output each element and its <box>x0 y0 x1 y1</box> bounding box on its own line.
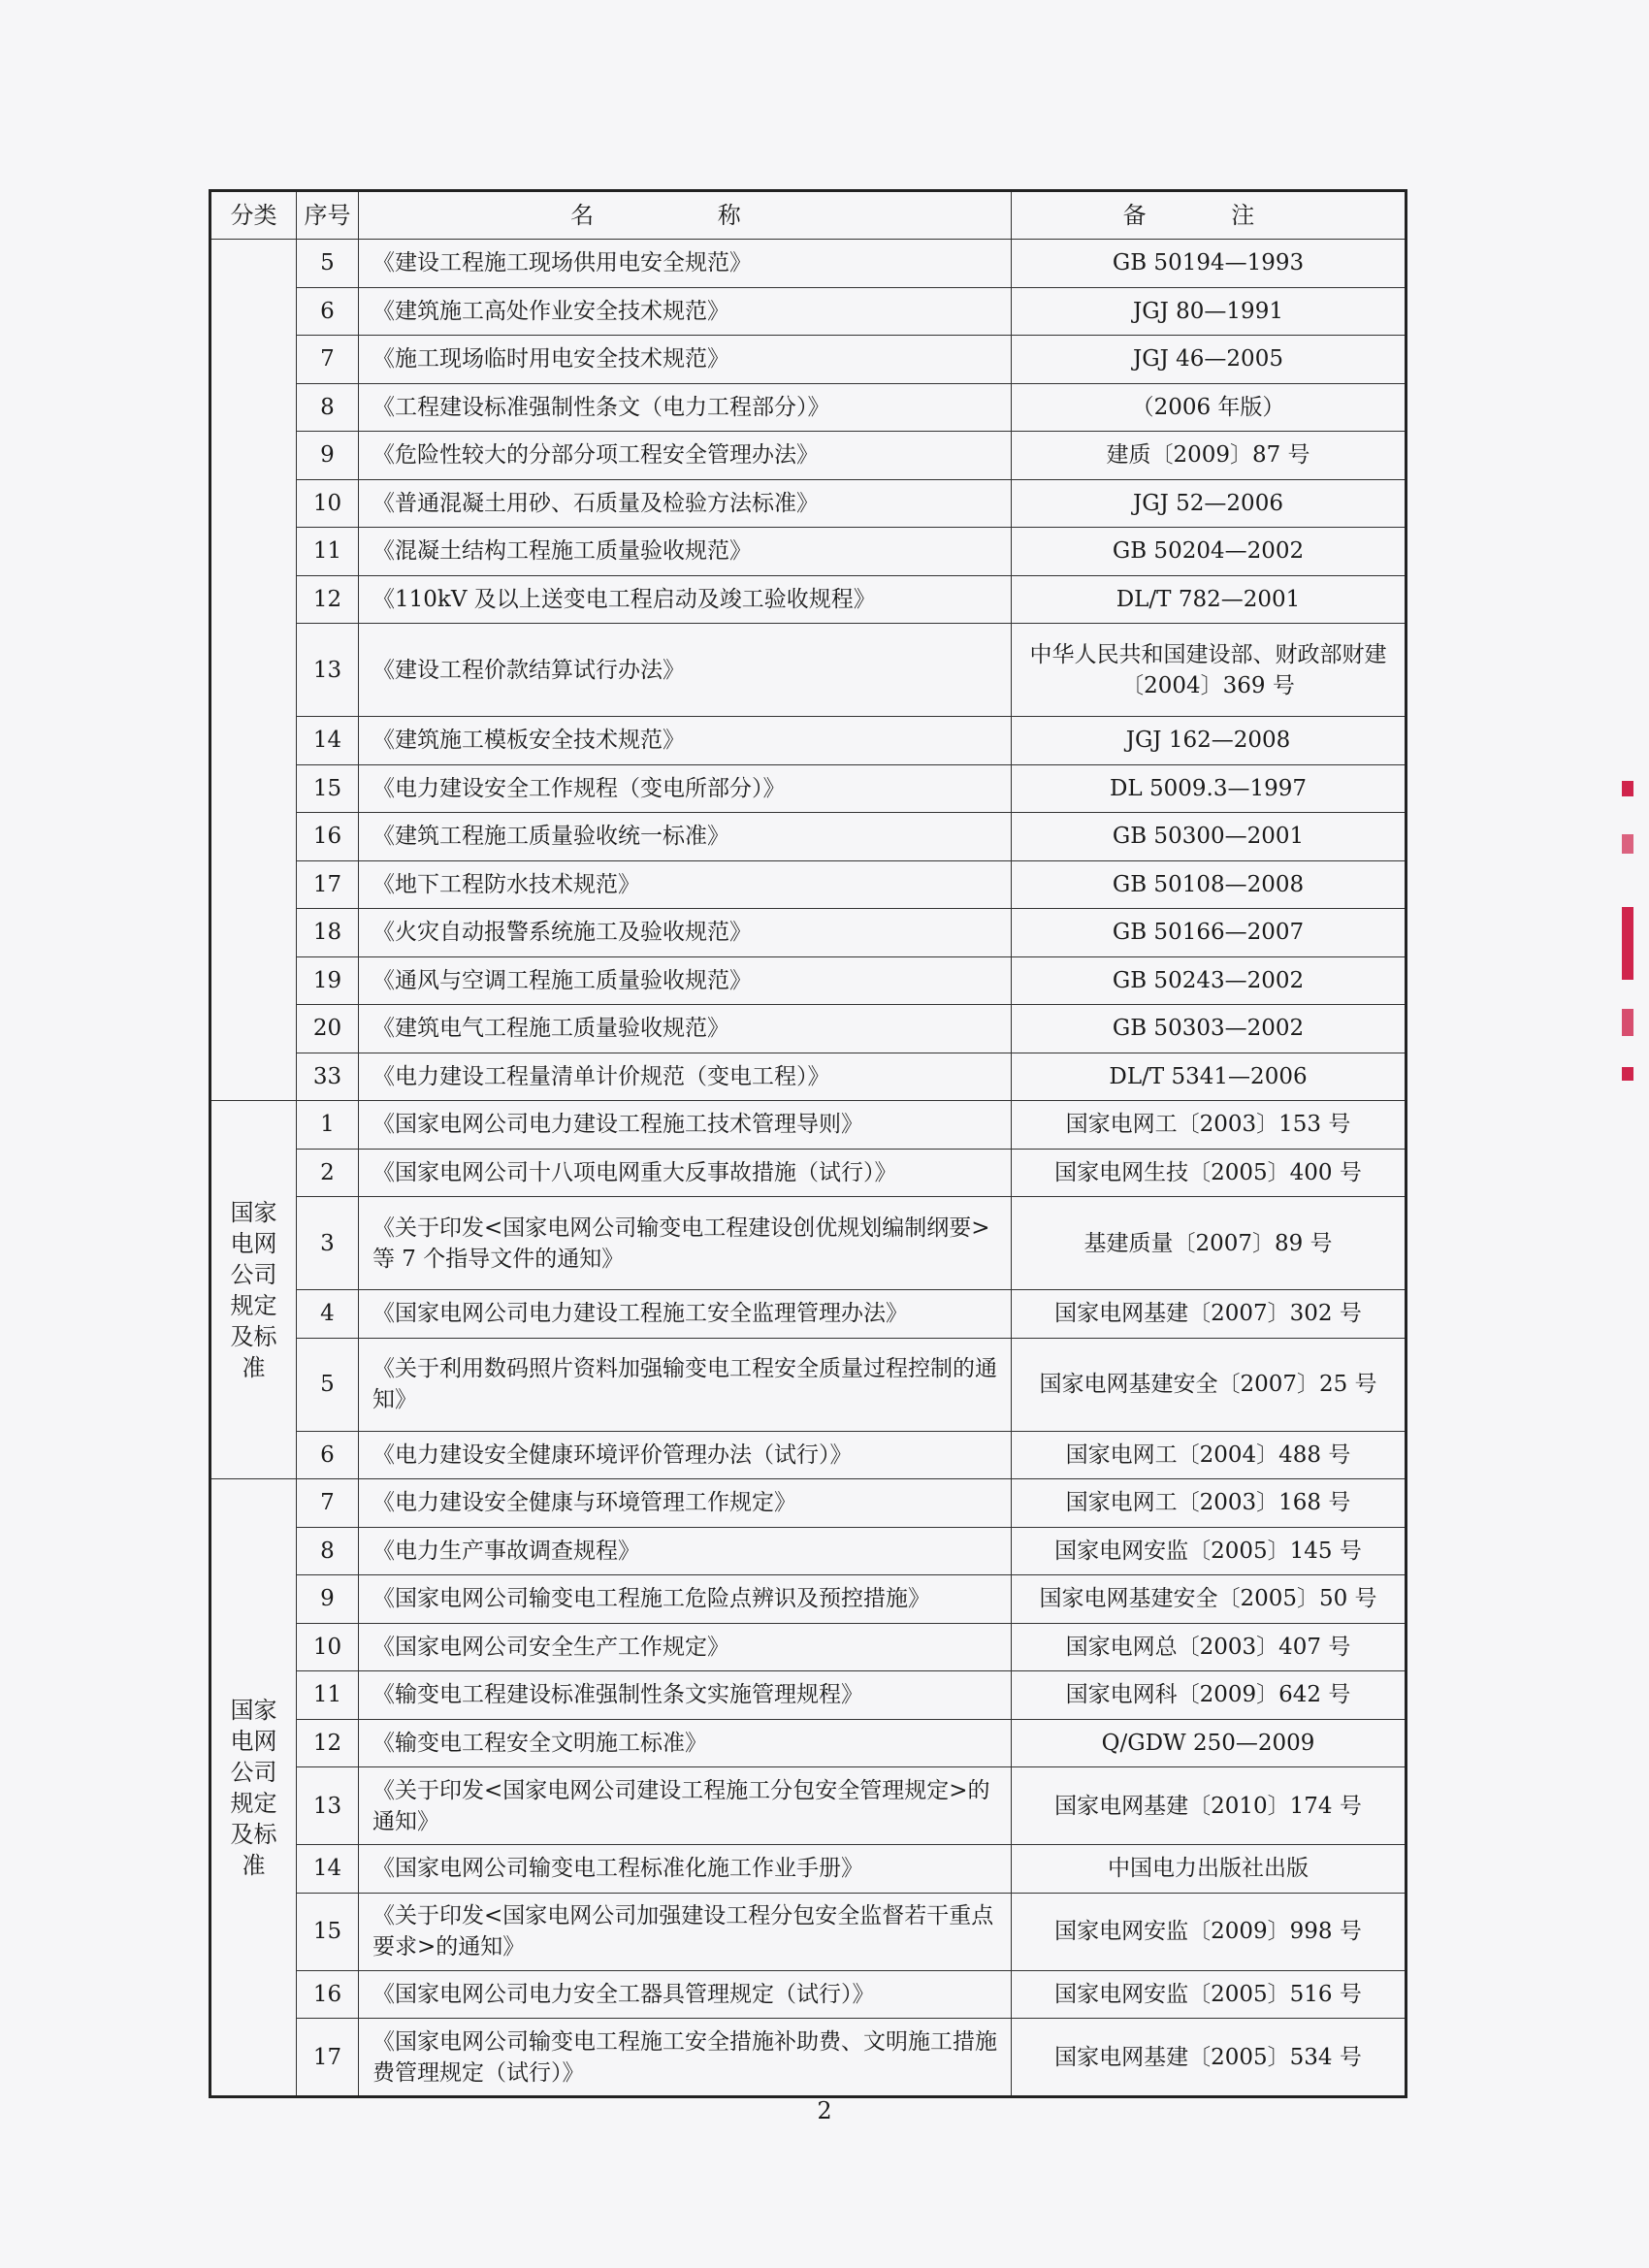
table-row <box>210 383 1406 432</box>
seq-cell: 1 <box>297 1101 359 1150</box>
table-row <box>210 575 1406 624</box>
category-cell: 国家电网公司规定及标准 <box>210 1101 297 1479</box>
table-row <box>210 860 1406 909</box>
table-row <box>210 956 1406 1005</box>
seq-cell: 15 <box>297 764 359 813</box>
seq-cell: 2 <box>297 1149 359 1197</box>
red-stamp-mark <box>1622 834 1633 854</box>
remark-cell: 基建质量〔2007〕89 号 <box>1012 1197 1406 1290</box>
name-cell: 《电力建设安全健康与环境管理工作规定》 <box>359 1479 1012 1528</box>
page-number: 2 <box>817 2097 832 2124</box>
seq-cell: 11 <box>297 528 359 576</box>
remark-cell: GB 50303—2002 <box>1012 1005 1406 1053</box>
seq-cell: 20 <box>297 1005 359 1053</box>
remark-cell: 中华人民共和国建设部、财政部财建〔2004〕369 号 <box>1012 624 1406 717</box>
seq-cell: 15 <box>297 1893 359 1970</box>
table-row <box>210 2019 1406 2097</box>
remark-cell: 国家电网工〔2003〕153 号 <box>1012 1101 1406 1150</box>
table-row <box>210 1479 1406 1528</box>
header-seq: 序号 <box>297 191 359 240</box>
seq-cell: 7 <box>297 336 359 384</box>
seq-cell: 14 <box>297 1845 359 1894</box>
seq-cell: 9 <box>297 432 359 480</box>
remark-cell: JGJ 52—2006 <box>1012 479 1406 528</box>
name-cell: 《混凝土结构工程施工质量验收规范》 <box>359 528 1012 576</box>
seq-cell: 7 <box>297 1479 359 1528</box>
seq-cell: 6 <box>297 1431 359 1479</box>
seq-cell: 5 <box>297 240 359 288</box>
red-stamp-mark <box>1622 1009 1633 1036</box>
table-row <box>210 1197 1406 1290</box>
remark-cell: 国家电网安监〔2005〕145 号 <box>1012 1527 1406 1575</box>
name-cell: 《国家电网公司电力建设工程施工安全监理管理办法》 <box>359 1290 1012 1339</box>
seq-cell: 12 <box>297 575 359 624</box>
name-cell: 《电力建设工程量清单计价规范（变电工程）》 <box>359 1053 1012 1101</box>
name-cell: 《电力建设安全健康环境评价管理办法（试行）》 <box>359 1431 1012 1479</box>
header-name: 名 称 <box>359 191 1012 240</box>
name-cell: 《国家电网公司输变电工程标准化施工作业手册》 <box>359 1845 1012 1894</box>
seq-cell: 3 <box>297 1197 359 1290</box>
name-cell: 《危险性较大的分部分项工程安全管理办法》 <box>359 432 1012 480</box>
table-row <box>210 1767 1406 1845</box>
seq-cell: 10 <box>297 1623 359 1671</box>
remark-cell: 国家电网安监〔2009〕998 号 <box>1012 1893 1406 1970</box>
table-row <box>210 764 1406 813</box>
table-row <box>210 287 1406 336</box>
name-cell: 《建筑施工高处作业安全技术规范》 <box>359 287 1012 336</box>
name-cell: 《国家电网公司电力建设工程施工技术管理导则》 <box>359 1101 1012 1150</box>
table-row <box>210 1290 1406 1339</box>
seq-cell: 18 <box>297 909 359 957</box>
red-stamp-mark <box>1622 907 1633 980</box>
seq-cell: 9 <box>297 1575 359 1624</box>
remark-cell: 国家电网总〔2003〕407 号 <box>1012 1623 1406 1671</box>
regulations-table <box>209 189 1407 2098</box>
table-row <box>210 1005 1406 1053</box>
table-row <box>210 1719 1406 1767</box>
table-row <box>210 1527 1406 1575</box>
remark-cell: DL 5009.3—1997 <box>1012 764 1406 813</box>
remark-cell: 国家电网基建安全〔2007〕25 号 <box>1012 1338 1406 1431</box>
seq-cell: 13 <box>297 624 359 717</box>
name-cell: 《施工现场临时用电安全技术规范》 <box>359 336 1012 384</box>
table-row <box>210 1845 1406 1894</box>
seq-cell: 19 <box>297 956 359 1005</box>
name-cell: 《通风与空调工程施工质量验收规范》 <box>359 956 1012 1005</box>
remark-cell: GB 50300—2001 <box>1012 813 1406 861</box>
table-row <box>210 1431 1406 1479</box>
remark-cell: GB 50243—2002 <box>1012 956 1406 1005</box>
name-cell: 《建筑施工模板安全技术规范》 <box>359 717 1012 765</box>
category-cell: 国家电网公司规定及标准 <box>210 1479 297 2097</box>
name-cell: 《建设工程施工现场供用电安全规范》 <box>359 240 1012 288</box>
table-row <box>210 1338 1406 1431</box>
name-cell: 《关于印发<国家电网公司加强建设工程分包安全监督若干重点要求>的通知》 <box>359 1893 1012 1970</box>
remark-cell: JGJ 46—2005 <box>1012 336 1406 384</box>
table-row <box>210 909 1406 957</box>
table-row <box>210 1053 1406 1101</box>
seq-cell: 11 <box>297 1671 359 1720</box>
red-stamp-mark <box>1622 1067 1633 1081</box>
table-row <box>210 432 1406 480</box>
table-row <box>210 1149 1406 1197</box>
seq-cell: 14 <box>297 717 359 765</box>
name-cell: 《普通混凝土用砂、石质量及检验方法标准》 <box>359 479 1012 528</box>
remark-cell: Q/GDW 250—2009 <box>1012 1719 1406 1767</box>
name-cell: 《国家电网公司输变电工程施工危险点辨识及预控措施》 <box>359 1575 1012 1624</box>
table-row <box>210 1101 1406 1150</box>
table-row <box>210 1893 1406 1970</box>
header-category: 分类 <box>210 191 297 240</box>
name-cell: 《地下工程防水技术规范》 <box>359 860 1012 909</box>
table-row <box>210 479 1406 528</box>
name-cell: 《关于印发<国家电网公司输变电工程建设创优规划编制纲要>等 7 个指导文件的通知》 <box>359 1197 1012 1290</box>
seq-cell: 17 <box>297 860 359 909</box>
name-cell: 《建筑电气工程施工质量验收规范》 <box>359 1005 1012 1053</box>
remark-cell: 中国电力出版社出版 <box>1012 1845 1406 1894</box>
seq-cell: 17 <box>297 2019 359 2097</box>
table-row <box>210 1623 1406 1671</box>
table-row <box>210 240 1406 288</box>
table-body <box>210 240 1406 2097</box>
seq-cell: 8 <box>297 1527 359 1575</box>
table-row <box>210 1575 1406 1624</box>
remark-cell: GB 50194—1993 <box>1012 240 1406 288</box>
name-cell: 《工程建设标准强制性条文（电力工程部分）》 <box>359 383 1012 432</box>
seq-cell: 12 <box>297 1719 359 1767</box>
red-stamp-mark <box>1622 781 1633 796</box>
table-row <box>210 528 1406 576</box>
remark-cell: 国家电网基建〔2007〕302 号 <box>1012 1290 1406 1339</box>
name-cell: 《国家电网公司电力安全工器具管理规定（试行）》 <box>359 1970 1012 2019</box>
remark-cell: 国家电网基建〔2010〕174 号 <box>1012 1767 1406 1845</box>
remark-cell: DL/T 5341—2006 <box>1012 1053 1406 1101</box>
name-cell: 《建筑工程施工质量验收统一标准》 <box>359 813 1012 861</box>
remark-cell: GB 50204—2002 <box>1012 528 1406 576</box>
name-cell: 《电力生产事故调查规程》 <box>359 1527 1012 1575</box>
name-cell: 《110kV 及以上送变电工程启动及竣工验收规程》 <box>359 575 1012 624</box>
remark-cell: 国家电网基建〔2005〕534 号 <box>1012 2019 1406 2097</box>
remark-cell: GB 50108—2008 <box>1012 860 1406 909</box>
remark-cell: DL/T 782—2001 <box>1012 575 1406 624</box>
header-remark: 备 注 <box>1012 191 1406 240</box>
name-cell: 《关于印发<国家电网公司建设工程施工分包安全管理规定>的通知》 <box>359 1767 1012 1845</box>
remark-cell: JGJ 80—1991 <box>1012 287 1406 336</box>
remark-cell: GB 50166—2007 <box>1012 909 1406 957</box>
name-cell: 《火灾自动报警系统施工及验收规范》 <box>359 909 1012 957</box>
seq-cell: 10 <box>297 479 359 528</box>
remark-cell: 国家电网工〔2003〕168 号 <box>1012 1479 1406 1528</box>
seq-cell: 6 <box>297 287 359 336</box>
remark-cell: 国家电网生技〔2005〕400 号 <box>1012 1149 1406 1197</box>
seq-cell: 16 <box>297 1970 359 2019</box>
name-cell: 《国家电网公司十八项电网重大反事故措施（试行）》 <box>359 1149 1012 1197</box>
remark-cell: JGJ 162—2008 <box>1012 717 1406 765</box>
remark-cell: 建质〔2009〕87 号 <box>1012 432 1406 480</box>
table-row <box>210 336 1406 384</box>
table-row <box>210 813 1406 861</box>
name-cell: 《国家电网公司输变电工程施工安全措施补助费、文明施工措施费管理规定（试行）》 <box>359 2019 1012 2097</box>
seq-cell: 8 <box>297 383 359 432</box>
name-cell: 《国家电网公司安全生产工作规定》 <box>359 1623 1012 1671</box>
table-row <box>210 624 1406 717</box>
name-cell: 《关于利用数码照片资料加强输变电工程安全质量过程控制的通知》 <box>359 1338 1012 1431</box>
name-cell: 《建设工程价款结算试行办法》 <box>359 624 1012 717</box>
seq-cell: 16 <box>297 813 359 861</box>
remark-cell: （2006 年版） <box>1012 383 1406 432</box>
seq-cell: 33 <box>297 1053 359 1101</box>
remark-cell: 国家电网工〔2004〕488 号 <box>1012 1431 1406 1479</box>
remark-cell: 国家电网基建安全〔2005〕50 号 <box>1012 1575 1406 1624</box>
name-cell: 《电力建设安全工作规程（变电所部分）》 <box>359 764 1012 813</box>
table-row <box>210 1671 1406 1720</box>
table-row <box>210 1970 1406 2019</box>
seq-cell: 13 <box>297 1767 359 1845</box>
seq-cell: 5 <box>297 1338 359 1431</box>
remark-cell: 国家电网安监〔2005〕516 号 <box>1012 1970 1406 2019</box>
category-cell <box>210 240 297 1101</box>
name-cell: 《输变电工程建设标准强制性条文实施管理规程》 <box>359 1671 1012 1720</box>
seq-cell: 4 <box>297 1290 359 1339</box>
name-cell: 《输变电工程安全文明施工标准》 <box>359 1719 1012 1767</box>
table-header-row <box>210 191 1406 240</box>
remark-cell: 国家电网科〔2009〕642 号 <box>1012 1671 1406 1720</box>
table-row <box>210 717 1406 765</box>
